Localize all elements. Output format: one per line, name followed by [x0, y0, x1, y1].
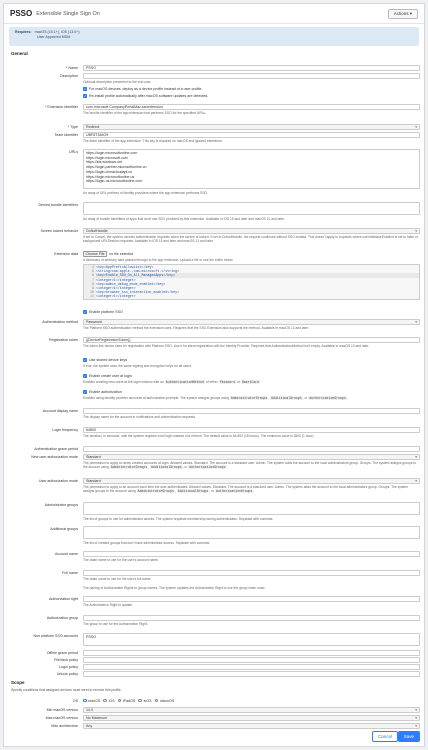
- requirements-banner: [9, 27, 419, 46]
- login-frequency-help: The duration, in seconds, until the system requires a full login instead of a refresh. The default value is 64,800 (18 hours). The minimum value is 3600 (1 hour).: [83, 434, 315, 438]
- code-line: <string>com.apple.,com.microsoft.</string>: [96, 269, 180, 274]
- url-line: https://login.microsoftonline.com: [86, 151, 138, 155]
- help-code: AdministratorGroups: [137, 489, 174, 494]
- page-title: PSSO: [10, 9, 33, 18]
- reinstall-checkbox[interactable]: [83, 94, 208, 98]
- url-line: https://login.partner.microsoftonline.cn: [86, 165, 147, 170]
- radio-visionos[interactable]: [155, 699, 159, 703]
- auth-group-field[interactable]: [83, 615, 420, 621]
- save-button[interactable]: Save: [398, 731, 420, 742]
- auth-grace-period-field[interactable]: [83, 446, 420, 452]
- additional-groups-label: Additional groups: [50, 527, 78, 531]
- extension-data-help: A dictionary of arbitrary data passed through to the app extension. Upload a file or use the editor below: [83, 258, 233, 262]
- auth-group-help: The group to use for the Authorization Right.: [83, 622, 148, 626]
- login-frequency-field[interactable]: 64800: [83, 427, 420, 433]
- os-option-label: visionOS: [159, 698, 175, 703]
- help-text: of either: [205, 380, 219, 384]
- team-identifier-label: Team Identifier: [54, 133, 78, 137]
- line-number: 5: [84, 269, 96, 273]
- name-field[interactable]: PSSO: [83, 65, 420, 71]
- extension-identifier-label: * Extension Identifier: [45, 105, 78, 109]
- code-line: <integer>1</integer>: [96, 277, 136, 282]
- help-code: SmartCard: [241, 380, 260, 384]
- new-user-auth-mode-help: [83, 461, 420, 469]
- auth-right-help: The Authorization Right to update.: [83, 603, 133, 607]
- deploy-device-profile-label: For macOS devices, deploy as a device profile instead of a user profile.: [89, 87, 203, 91]
- cancel-button[interactable]: Cancel: [372, 731, 398, 742]
- line-number: 6: [84, 273, 96, 277]
- os-label: OS: [72, 699, 78, 703]
- pairing-help: The pairing of Authorization Rights to group names. The system updates the Authorization Right to use the group when used.: [83, 586, 266, 590]
- new-user-auth-mode-select[interactable]: Standard ▾: [83, 454, 420, 460]
- admin-groups-label: Administrator groups: [44, 503, 78, 507]
- screen-locked-select[interactable]: DoNotHandle ▾: [83, 228, 420, 234]
- auth-right-label: Authorization right: [49, 597, 78, 601]
- enable-platform-sso-checkbox[interactable]: [83, 310, 123, 314]
- os-radio-group: [80, 699, 174, 703]
- help-text: The permission to apply to an account each time the user authenticates. Allowed values: Standard. The account is a standard user. Admin. The system adds the account to the local administrators group. Groups. The system assigns groups to the account using: [83, 485, 409, 494]
- help-code: AdministratorGroups: [110, 465, 148, 470]
- page-subtitle: Extensible Single Sign On: [36, 11, 100, 17]
- extension-identifier-help: The bundle identifier of the app extension that performs SSO for the specified URLs.: [83, 111, 206, 115]
- shared-device-keys-help: If true, the system uses the same signing and encryption keys for all users.: [83, 364, 193, 368]
- auth-right-field[interactable]: [83, 596, 420, 602]
- screen-locked-label: Screen locked behavior: [40, 229, 78, 233]
- min-macos-label: Min macOS version: [46, 708, 78, 712]
- user-auth-mode-select[interactable]: Standard ▾: [83, 478, 420, 484]
- choose-file-button[interactable]: Choose File: [83, 251, 107, 257]
- extension-data-editor[interactable]: [83, 264, 420, 300]
- url-line: https://login.chinacloudapi.cn: [86, 169, 133, 174]
- max-macos-label: Max macOS version: [45, 716, 78, 720]
- new-user-auth-mode-label: New user authorization mode: [31, 455, 78, 459]
- checkbox-checked-icon: ✓: [83, 373, 87, 378]
- enable-create-user-help: [83, 380, 420, 384]
- code-line: <key>admin_debug_mode_enabled</key>: [96, 281, 166, 286]
- help-text: or: [236, 380, 241, 384]
- description-help: Optional description presented to the end user.: [83, 80, 152, 84]
- help-code: AuthorizationGroups: [216, 489, 253, 494]
- offline-grace-field[interactable]: [83, 650, 420, 656]
- registration-token-field[interactable]: {{DeviceRegistrationToken}}: [83, 337, 420, 343]
- max-macos-select[interactable]: No Maximum ▾: [83, 715, 420, 721]
- login-frequency-label: Login frequency: [52, 428, 78, 432]
- enable-authorization-help: [83, 396, 420, 400]
- account-display-name-help: The display name for the account in notifications and authentication requests.: [83, 415, 196, 419]
- help-text: Enables creating new users at the login window with an: [83, 380, 165, 384]
- help-code: AuthorizationGroups: [189, 465, 226, 470]
- file-picker: [83, 252, 133, 256]
- reinstall-label: Re-install profile automatically after macOS software updates are detected.: [89, 94, 209, 98]
- help-code: AdministratorGroups: [230, 396, 268, 400]
- enable-create-user-checkbox[interactable]: [83, 374, 132, 378]
- mac-arch-label: Mac architecture: [51, 724, 78, 728]
- radio-ipados[interactable]: [118, 699, 122, 703]
- full-name-label: Full name: [62, 571, 78, 575]
- enable-authorization-checkbox[interactable]: [83, 390, 122, 394]
- extension-data-label: Extension data: [54, 252, 78, 256]
- admin-groups-help: The list of groups to use for administrator access. The system requests membership during authentication. Separate with commas.: [83, 517, 274, 521]
- help-code: AuthenticationMethod: [165, 380, 205, 384]
- login-policy-label: Login policy: [59, 665, 78, 669]
- unlock-policy-label: Unlock policy: [56, 672, 78, 676]
- code-line: <key>AppPrefixAllowList</key>: [96, 265, 154, 269]
- non-psso-accounts-textarea[interactable]: PSSO: [83, 633, 420, 646]
- os-option-label: iPadOS: [122, 698, 136, 703]
- help-code: Password: [219, 380, 236, 384]
- deploy-device-profile-checkbox[interactable]: [83, 87, 202, 91]
- line-number: 10: [84, 290, 96, 294]
- help-text: Enables using identity provider accounts at authorization prompts. The system assigns groups using: [83, 396, 230, 400]
- filevault-policy-label: FileVault policy: [54, 658, 78, 662]
- help-text: The permission to apply to newly created accounts at login. Allowed values: Standard. The account is a standard user. Admin. The system adds the account to the local administrators group. Groups. The system assigns groups to the account using: [83, 461, 417, 470]
- checkbox-checked-icon: ✓: [83, 309, 87, 314]
- code-line: <integer>1</integer>: [96, 294, 136, 299]
- user-auth-mode-help: [83, 485, 420, 493]
- auth-group-label: Authorization group: [46, 616, 78, 620]
- name-label: * Name: [66, 66, 78, 70]
- admin-groups-textarea[interactable]: [83, 502, 420, 515]
- additional-groups-help: The list of created groups that don't have administrator access. Separate with commas.: [83, 541, 211, 545]
- radio-macos[interactable]: [83, 699, 87, 703]
- scope-help: Specify conditions that assigned devices must meet to receive this profile.: [11, 688, 122, 692]
- help-text: .: [346, 396, 348, 400]
- unlock-policy-field[interactable]: [83, 671, 420, 677]
- account-name-field[interactable]: [83, 551, 420, 557]
- section-scope: Scope: [11, 680, 25, 685]
- account-display-name-field[interactable]: [83, 408, 420, 414]
- account-name-label: Account name: [55, 552, 78, 556]
- code-line: <key>Enable_SSO_On_All_ManagedApps</key>: [96, 273, 176, 278]
- checkbox-checked-icon: ✓: [83, 389, 87, 394]
- user-auth-mode-label: User authorization mode: [38, 479, 78, 483]
- requires-os: macOS (15.1+), iOS (13.0+): [34, 30, 80, 34]
- line-number: 8: [84, 282, 96, 286]
- urls-label: URLs: [69, 150, 78, 154]
- help-code: AdditionalGroups: [150, 465, 182, 470]
- description-field[interactable]: [83, 73, 420, 79]
- line-number: 7: [84, 278, 96, 282]
- checkbox-checked-icon: ✓: [83, 357, 87, 362]
- offline-grace-label: Offline grace period: [46, 651, 78, 655]
- auth-method-select[interactable]: Password ▾: [83, 319, 420, 325]
- account-name-help: The claim name to use for the user's account name.: [83, 558, 159, 562]
- team-identifier-field[interactable]: UBF8T346G9: [83, 132, 420, 138]
- actions-button[interactable]: Actions ▾: [388, 9, 418, 19]
- enable-create-user-label: Enable create user at login: [89, 374, 132, 378]
- urls-help: An array of URL prefixes of identity providers where the app extension performs SSO.: [83, 191, 209, 195]
- help-code: AuthorizationGroups: [309, 396, 346, 400]
- auth-grace-period-label: Authentication grace period: [34, 447, 78, 451]
- help-text: , or: [182, 465, 189, 470]
- line-number: 9: [84, 286, 96, 290]
- screen-locked-help: If set to Cancel, the system cancels authentication requests when the screen is locked. If set to DoNotHandle, the request continues without SSO instead. This doesn't apply to requests where userInterfaceEnabled is set to false or background URLSession requests. Available in iOS 15 and later and macOS 12 and later.: [83, 235, 418, 244]
- denied-bundle-help: An array of bundle identifiers of apps that don't use SSO provided by this extension. Available in iOS 15 and later and macOS 12 and later.: [83, 217, 285, 221]
- filevault-policy-field[interactable]: [83, 657, 420, 663]
- registration-token-help: The token this device uses for registration with Platform SSO. Use it for silent registration with the identity Provider. Requires that AuthenticationMethod isn't empty. Available in macOS 13 and later.: [83, 344, 370, 348]
- requires-label: Requires:: [15, 30, 32, 34]
- code-line: <key>browser_sso_interaction_enabled</key>: [96, 290, 180, 295]
- help-code: AdditionalGroups: [177, 489, 209, 494]
- registration-token-label: Registration token: [49, 338, 78, 342]
- additional-groups-textarea[interactable]: [83, 526, 420, 539]
- os-option-label: tvOS: [143, 698, 152, 703]
- radio-ios[interactable]: [103, 699, 107, 703]
- urls-textarea[interactable]: [83, 149, 420, 189]
- profile-editor: [3, 3, 425, 747]
- line-number: 4: [84, 265, 96, 269]
- auth-method-help: The Platform SSO authentication method the extension uses. Requires that the SSO Extension also supports the method. Available in macOS 13 and later.: [83, 326, 310, 330]
- url-line: https://login.microsoft.com: [86, 155, 128, 160]
- os-option-label: macOS: [88, 698, 101, 703]
- extension-identifier-field[interactable]: com.microsoft.CompanyPortalMac.ssoextension: [83, 104, 420, 110]
- help-text: , or: [302, 396, 309, 400]
- full-name-field[interactable]: [83, 570, 420, 576]
- url-line: https://sts.windows.net: [86, 160, 123, 165]
- type-label: * Type: [67, 125, 78, 129]
- enable-platform-sso-label: Enable platform SSO: [89, 310, 123, 314]
- min-macos-select[interactable]: 14.0 ▾: [83, 707, 420, 713]
- shared-device-keys-checkbox[interactable]: [83, 358, 127, 362]
- checkbox-checked-icon: ✓: [83, 93, 87, 98]
- type-select[interactable]: Redirect ▾: [83, 124, 420, 130]
- team-identifier-help: The team identifier of the app extension. This key is required on macOS and ignored elsewhere.: [83, 139, 223, 143]
- os-option-label: iOS: [108, 698, 115, 703]
- full-name-help: The claim name to use for the user's full name.: [83, 577, 152, 581]
- login-policy-field[interactable]: [83, 664, 420, 670]
- non-psso-accounts-label: Non platform SSO accounts: [33, 634, 78, 638]
- account-display-name-label: Account display name: [42, 409, 78, 413]
- help-text: .: [226, 465, 228, 470]
- line-number: 11: [84, 294, 96, 298]
- no-file-text: no file selected: [109, 252, 134, 256]
- checkbox-checked-icon: ✓: [83, 86, 87, 91]
- code-line: <integer>1</integer>: [96, 286, 136, 291]
- help-text: .: [253, 489, 255, 494]
- description-label: Description: [60, 74, 78, 78]
- url-line: https://login.microsoftonline.us: [86, 174, 135, 179]
- shared-device-keys-label: Use shared device keys: [89, 358, 128, 362]
- help-text: ,: [174, 489, 177, 494]
- denied-bundle-label: Denied bundle identifiers: [38, 203, 78, 207]
- help-text: , or: [209, 489, 216, 494]
- denied-bundle-textarea[interactable]: [83, 202, 420, 215]
- mac-arch-select[interactable]: Any ▾: [83, 723, 420, 729]
- radio-tvos[interactable]: [138, 699, 142, 703]
- enable-authorization-label: Enable authorization: [89, 390, 122, 394]
- requires-mdm: User Approved MDM: [37, 34, 71, 39]
- section-general: General: [11, 51, 28, 56]
- header: [4, 4, 424, 24]
- auth-method-label: Authentication method: [42, 320, 78, 324]
- help-code: AdditionalGroups: [271, 396, 302, 400]
- url-line: https://login-us.microsoftonline.com: [86, 179, 143, 184]
